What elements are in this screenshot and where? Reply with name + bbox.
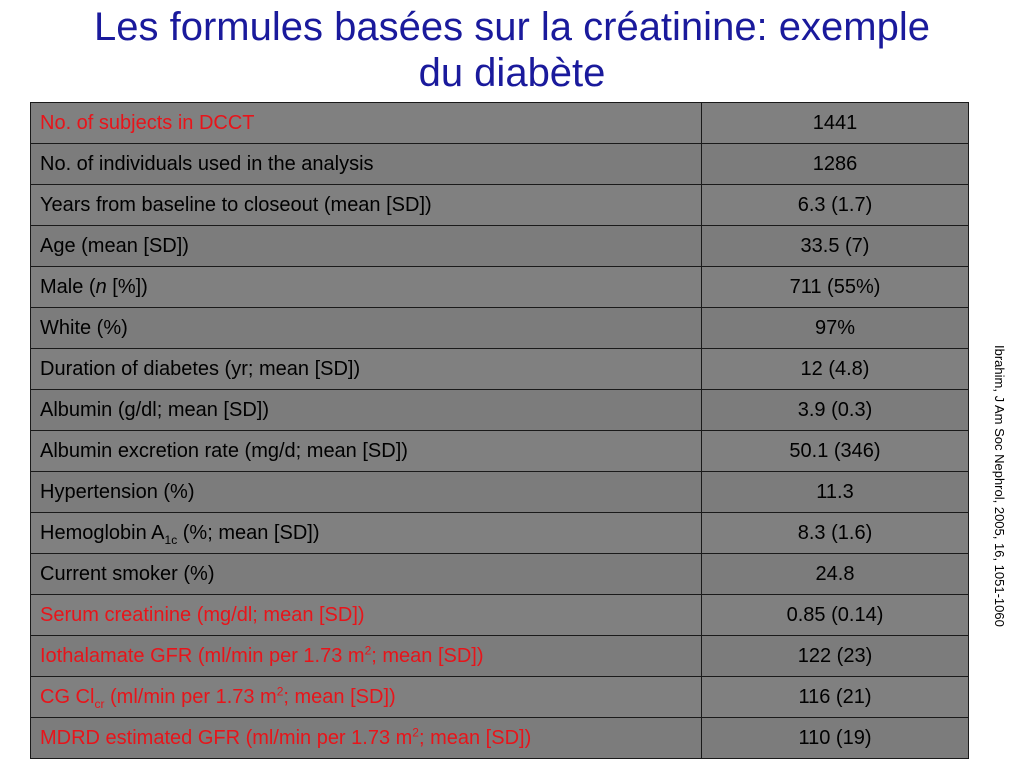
row-value: 116 (21)	[702, 677, 969, 718]
row-label	[31, 718, 702, 759]
table-row	[31, 513, 969, 554]
row-label	[31, 677, 702, 718]
row-label: No. of subjects in DCCT	[31, 103, 702, 144]
table-row	[31, 103, 969, 144]
label-text: (%; mean [SD])	[177, 521, 320, 544]
row-value: 6.3 (1.7)	[702, 185, 969, 226]
table-row	[31, 144, 969, 185]
row-value: 11.3	[702, 472, 969, 513]
row-value: 8.3 (1.6)	[702, 513, 969, 554]
row-label: Hypertension (%)	[31, 472, 702, 513]
label-italic-n: n	[95, 275, 107, 298]
table-row	[31, 349, 969, 390]
label-text: ; mean [SD])	[371, 644, 484, 667]
label-superscript: 2	[412, 724, 419, 739]
citation-text: Ibrahim, J Am Soc Nephrol, 2005, 16, 1051-1060	[992, 345, 1007, 627]
label-text: Hemoglobin A	[40, 521, 165, 544]
table-row	[31, 595, 969, 636]
table-row	[31, 267, 969, 308]
row-value: 97%	[702, 308, 969, 349]
label-subscript: 1c	[164, 532, 178, 547]
table-row	[31, 185, 969, 226]
row-value: 1286	[702, 144, 969, 185]
row-label	[31, 267, 702, 308]
slide-title-line-1: Les formules basées sur la créatinine: exemple	[94, 5, 930, 49]
row-label: Albumin (g/dl; mean [SD])	[31, 390, 702, 431]
row-value: 33.5 (7)	[702, 226, 969, 267]
row-label: Serum creatinine (mg/dl; mean [SD])	[31, 595, 702, 636]
row-value: 110 (19)	[702, 718, 969, 759]
table-row	[31, 226, 969, 267]
row-label	[31, 513, 702, 554]
label-superscript: 2	[364, 642, 372, 657]
row-label: Duration of diabetes (yr; mean [SD])	[31, 349, 702, 390]
label-text: (ml/min per 1.73 m	[104, 685, 277, 708]
label-subscript: cr	[94, 696, 105, 711]
table-row	[31, 390, 969, 431]
table-row	[31, 472, 969, 513]
row-value: 122 (23)	[702, 636, 969, 677]
row-label: Current smoker (%)	[31, 554, 702, 595]
label-text: Male (	[40, 275, 96, 298]
row-label	[31, 636, 702, 677]
row-value: 24.8	[702, 554, 969, 595]
row-value: 0.85 (0.14)	[702, 595, 969, 636]
table-row	[31, 308, 969, 349]
slide-title-line-2: du diabète	[418, 51, 606, 95]
row-value: 3.9 (0.3)	[702, 390, 969, 431]
label-text: [%])	[106, 275, 148, 298]
label-text: ; mean [SD])	[283, 685, 396, 708]
row-label: Age (mean [SD])	[31, 226, 702, 267]
table-row	[31, 431, 969, 472]
label-text: Iothalamate GFR (ml/min per 1.73 m	[40, 644, 365, 667]
table-row	[31, 636, 969, 677]
row-label: White (%)	[31, 308, 702, 349]
table-row	[31, 677, 969, 718]
table-row	[31, 718, 969, 759]
row-value: 711 (55%)	[702, 267, 969, 308]
slide-title	[0, 4, 1024, 96]
row-value: 1441	[702, 103, 969, 144]
table-row	[31, 554, 969, 595]
row-value: 12 (4.8)	[702, 349, 969, 390]
label-text: CG Cl	[40, 685, 95, 708]
row-value: 50.1 (346)	[702, 431, 969, 472]
subject-characteristics-table	[30, 102, 969, 759]
label-text: MDRD estimated GFR (ml/min per 1.73 m	[40, 726, 413, 749]
row-label: Albumin excretion rate (mg/d; mean [SD])	[31, 431, 702, 472]
label-superscript: 2	[276, 683, 284, 698]
row-label: No. of individuals used in the analysis	[31, 144, 702, 185]
row-label: Years from baseline to closeout (mean [SD])	[31, 185, 702, 226]
label-text: ; mean [SD])	[418, 726, 532, 749]
